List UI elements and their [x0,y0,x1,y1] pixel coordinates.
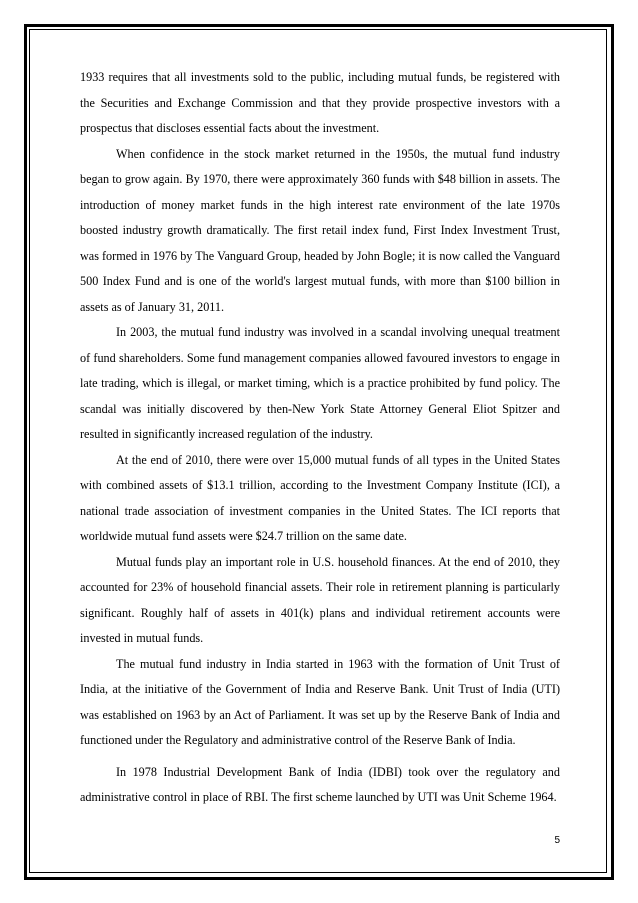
paragraph-1950s-growth: When confidence in the stock market returned in the 1950s, the mutual fund industry began to grow again. By 1970, there were approximately 360 funds with $48 billion in assets. The introduction of money market funds in the high interest rate environment of the late 1970s boosted industry growth dramatically. The first retail index fund, First Index Investment Trust, was formed in 1976 by The Vanguard Group, headed by John Bogle; it is now called the Vanguard 500 Index Fund and is one of the world's largest mutual funds, with more than $100 billion in assets as of January 31, 2011. [80,146,560,314]
paragraph-2010-assets: At the end of 2010, there were over 15,000 mutual funds of all types in the United States with combined assets of $13.1 trillion, according to the Investment Company Institute (ICI), a national trade association of investment companies in the United States. The ICI reports that worldwide mutual fund assets were $24.7 trillion on the same date. [80,452,560,543]
paragraph-idbi-1978: In 1978 Industrial Development Bank of India (IDBI) took over the regulatory and administrative control in place of RBI. The first scheme launched by UTI was Unit Scheme 1964. [80,764,560,804]
paragraph-securities-act: 1933 requires that all investments sold to the public, including mutual funds, be registered with the Securities and Exchange Commission and that they provide prospective investors with a prospectus that discloses essential facts about the investment. [80,70,560,135]
paragraph-household-finances: Mutual funds play an important role in U.S. household finances. At the end of 2010, they accounted for 23% of household financial assets. Their role in retirement planning is particularly significant. Roughly half of assets in 401(k) plans and individual retirement accounts were invested in mutual funds. [80,554,560,645]
paragraph-india-uti: The mutual fund industry in India started in 1963 with the formation of Unit Trust of India, at the initiative of the Government of India and Reserve Bank. Unit Trust of India (UTI) was established on 1963 by an Act of Parliament. It was set up by the Reserve Bank of India and functioned under the Regulatory and administrative control of the Reserve Bank of India. [80,656,560,747]
paragraph-2003-scandal: In 2003, the mutual fund industry was involved in a scandal involving unequal treatment of fund shareholders. Some fund management companies allowed favoured investors to engage in late trading, which is illegal, or market timing, which is a practice prohibited by fund policy. The scandal was initially discovered by then-New York State Attorney General Eliot Spitzer and resulted in significantly increased regulation of the industry. [80,325,560,441]
page-number: 5 [554,835,560,846]
document-body [80,65,560,811]
